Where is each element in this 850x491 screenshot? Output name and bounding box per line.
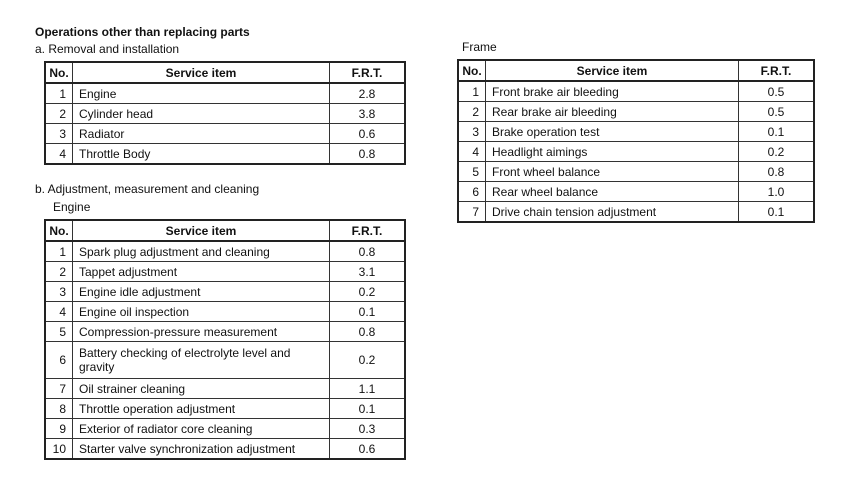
frt-value: 0.5 [739, 102, 815, 122]
col-no-header: No. [458, 60, 486, 81]
frt-value: 0.6 [330, 439, 406, 460]
service-item: Exterior of radiator core cleaning [73, 419, 330, 439]
table-row [458, 162, 814, 182]
section-a-label: a. Removal and installation [35, 42, 180, 56]
service-item: Engine [73, 83, 330, 104]
frt-value: 1.1 [330, 379, 406, 399]
row-number: 10 [45, 439, 73, 460]
table-row [45, 104, 405, 124]
table-header-row [45, 220, 405, 241]
table-row [45, 399, 405, 419]
removal-installation-table [44, 61, 406, 165]
row-number: 9 [45, 419, 73, 439]
table-row [458, 142, 814, 162]
table-row [45, 439, 405, 460]
row-number: 4 [458, 142, 486, 162]
service-item: Front brake air bleeding [486, 81, 739, 102]
row-number: 5 [45, 322, 73, 342]
frt-value: 0.2 [739, 142, 815, 162]
table-row [45, 322, 405, 342]
service-item: Tappet adjustment [73, 262, 330, 282]
table-row [458, 182, 814, 202]
service-item: Engine oil inspection [73, 302, 330, 322]
table-row [45, 419, 405, 439]
engine-label: Engine [53, 200, 91, 214]
engine-adjustment-table [44, 219, 406, 460]
frt-value: 0.1 [330, 302, 406, 322]
row-number: 1 [45, 241, 73, 262]
frt-value: 3.1 [330, 262, 406, 282]
frt-value: 3.8 [330, 104, 406, 124]
frt-value: 1.0 [739, 182, 815, 202]
row-number: 8 [45, 399, 73, 419]
col-frt-header: F.R.T. [739, 60, 815, 81]
table-row [458, 202, 814, 223]
table-row [45, 262, 405, 282]
table-row [458, 102, 814, 122]
table-row [458, 81, 814, 102]
table-row [45, 124, 405, 144]
service-item: Radiator [73, 124, 330, 144]
table-row [45, 282, 405, 302]
service-item: Engine idle adjustment [73, 282, 330, 302]
frt-value: 0.2 [330, 342, 406, 379]
frame-label: Frame [462, 40, 497, 54]
frt-value: 0.8 [330, 241, 406, 262]
service-item: Rear wheel balance [486, 182, 739, 202]
col-item-header: Service item [486, 60, 739, 81]
service-item: Throttle Body [73, 144, 330, 165]
frt-value: 0.1 [739, 202, 815, 223]
row-number: 4 [45, 302, 73, 322]
table-row [45, 144, 405, 165]
row-number: 2 [45, 262, 73, 282]
service-item: Oil strainer cleaning [73, 379, 330, 399]
table-row [458, 122, 814, 142]
row-number: 2 [458, 102, 486, 122]
row-number: 6 [458, 182, 486, 202]
service-item: Compression-pressure measurement [73, 322, 330, 342]
col-item-header: Service item [73, 220, 330, 241]
table-row [45, 241, 405, 262]
table-header-row [45, 62, 405, 83]
frt-value: 0.6 [330, 124, 406, 144]
col-no-header: No. [45, 220, 73, 241]
frt-value: 0.1 [739, 122, 815, 142]
frt-value: 0.8 [739, 162, 815, 182]
frt-value: 0.5 [739, 81, 815, 102]
table-row [45, 379, 405, 399]
service-item: Spark plug adjustment and cleaning [73, 241, 330, 262]
col-frt-header: F.R.T. [330, 62, 406, 83]
col-item-header: Service item [73, 62, 330, 83]
row-number: 3 [458, 122, 486, 142]
service-item: Front wheel balance [486, 162, 739, 182]
row-number: 2 [45, 104, 73, 124]
row-number: 7 [458, 202, 486, 223]
service-item: Drive chain tension adjustment [486, 202, 739, 223]
page-heading: Operations other than replacing parts [35, 25, 250, 39]
row-number: 3 [45, 124, 73, 144]
frt-value: 0.2 [330, 282, 406, 302]
table-row [45, 83, 405, 104]
service-item: Headlight aimings [486, 142, 739, 162]
section-b-label: b. Adjustment, measurement and cleaning [35, 182, 260, 196]
service-item: Brake operation test [486, 122, 739, 142]
row-number: 6 [45, 342, 73, 379]
service-item: Starter valve synchronization adjustment [73, 439, 330, 460]
row-number: 4 [45, 144, 73, 165]
frt-value: 0.1 [330, 399, 406, 419]
col-no-header: No. [45, 62, 73, 83]
frame-table [457, 59, 815, 223]
frt-value: 0.8 [330, 322, 406, 342]
table-row [45, 342, 405, 379]
table-row [45, 302, 405, 322]
row-number: 3 [45, 282, 73, 302]
row-number: 1 [45, 83, 73, 104]
service-item: Rear brake air bleeding [486, 102, 739, 122]
row-number: 5 [458, 162, 486, 182]
service-item: Cylinder head [73, 104, 330, 124]
frt-value: 0.8 [330, 144, 406, 165]
frt-value: 2.8 [330, 83, 406, 104]
service-item: Battery checking of electrolyte level and gravity [73, 342, 330, 379]
row-number: 7 [45, 379, 73, 399]
row-number: 1 [458, 81, 486, 102]
table-header-row [458, 60, 814, 81]
col-frt-header: F.R.T. [330, 220, 406, 241]
frt-value: 0.3 [330, 419, 406, 439]
service-item: Throttle operation adjustment [73, 399, 330, 419]
